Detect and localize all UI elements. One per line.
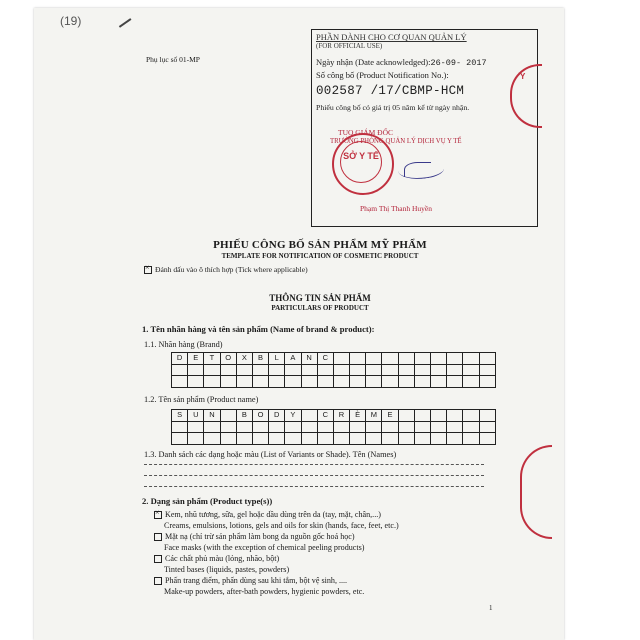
notification-number: 002587 /17/CBMP-HCM bbox=[316, 84, 465, 98]
date-received-label: Ngày nhận (Date acknowledged): bbox=[316, 57, 431, 67]
form-code: Phụ lục số 01-MP bbox=[146, 55, 200, 64]
letter-box bbox=[187, 375, 204, 388]
letter-box: B bbox=[252, 352, 269, 365]
letter-box bbox=[187, 432, 204, 445]
letter-box bbox=[171, 375, 188, 388]
letter-box: O bbox=[220, 352, 237, 365]
letter-box: C bbox=[317, 409, 334, 422]
dotted-line bbox=[144, 475, 484, 476]
letter-box bbox=[462, 432, 479, 445]
letter-box bbox=[284, 432, 301, 445]
signer-name: Phạm Thị Thanh Huyền bbox=[360, 204, 433, 213]
letter-box bbox=[414, 432, 431, 445]
letter-box: D bbox=[171, 352, 188, 365]
product-type-en: Face masks (with the exception of chemical peeling products) bbox=[164, 543, 365, 552]
letter-box: C bbox=[317, 352, 334, 365]
letter-box bbox=[236, 432, 253, 445]
letter-box bbox=[398, 432, 415, 445]
letter-box bbox=[268, 375, 285, 388]
sign-department: TRƯỞNG PHÒNG QUẢN LÝ DỊCH VỤ Y TẾ bbox=[330, 138, 462, 145]
checkbox-icon bbox=[154, 555, 162, 563]
letter-box: T bbox=[203, 352, 220, 365]
letter-box bbox=[317, 432, 334, 445]
sign-title: TUQ.GIÁM ĐỐC bbox=[338, 128, 393, 137]
product-type-vi: Phấn trang điểm, phấn dùng sau khi tắm, bột vệ sinh, .... bbox=[165, 576, 348, 585]
letter-box bbox=[430, 432, 447, 445]
document-title-en: TEMPLATE FOR NOTIFICATION OF COSMETIC PRODUCT bbox=[221, 252, 419, 260]
letter-box: A bbox=[284, 352, 301, 365]
letter-box bbox=[171, 432, 188, 445]
letter-box bbox=[301, 432, 318, 445]
checkbox-icon bbox=[154, 577, 162, 585]
letter-box bbox=[268, 432, 285, 445]
product-name-label: 1.2. Tên sản phẩm (Product name) bbox=[144, 395, 259, 404]
product-type-en: Creams, emulsions, lotions, gels and oils for skin (hands, face, feet, etc.) bbox=[164, 521, 399, 530]
signature-loop bbox=[404, 162, 431, 177]
handwritten-page-mark: (19) bbox=[60, 14, 82, 28]
letter-box bbox=[462, 375, 479, 388]
letter-box: N bbox=[301, 352, 318, 365]
letter-box bbox=[333, 375, 350, 388]
letter-box bbox=[365, 432, 382, 445]
letter-box bbox=[398, 375, 415, 388]
product-type-en: Make-up powders, after-bath powders, hygienic powders, etc. bbox=[164, 587, 365, 596]
letter-box: R bbox=[333, 409, 350, 422]
product-blank-row-2 bbox=[172, 433, 496, 445]
letter-box: D bbox=[268, 409, 285, 422]
notification-no-label: Số công bố (Product Notification No.): bbox=[316, 70, 449, 80]
letter-box: E bbox=[381, 409, 398, 422]
letter-box bbox=[414, 375, 431, 388]
product-type-item bbox=[154, 554, 279, 563]
particulars-title-en: PARTICULARS OF PRODUCT bbox=[271, 304, 369, 312]
date-received-row bbox=[316, 57, 487, 68]
letter-box bbox=[252, 375, 269, 388]
edge-seal-letter: Y bbox=[520, 72, 526, 81]
letter-box: E bbox=[187, 352, 204, 365]
letter-box: M bbox=[365, 409, 382, 422]
checkbox-icon bbox=[154, 533, 162, 541]
product-type-vi: Kem, nhũ tương, sữa, gel hoặc dầu dùng trên da (tay, mặt, chân,...) bbox=[165, 510, 381, 519]
variants-label: 1.3. Danh sách các dạng hoặc màu (List of Variants or Shade). Tên (Names) bbox=[144, 450, 397, 459]
letter-box bbox=[365, 375, 382, 388]
letter-box bbox=[203, 432, 220, 445]
section1-heading: 1. Tên nhãn hàng và tên sản phẩm (Name of brand & product): bbox=[142, 324, 375, 334]
letter-box bbox=[430, 375, 447, 388]
letter-box: X bbox=[236, 352, 253, 365]
dotted-line bbox=[144, 486, 484, 487]
letter-box bbox=[349, 375, 366, 388]
letter-box: B bbox=[236, 409, 253, 422]
letter-box: L bbox=[268, 352, 285, 365]
letter-box: Y bbox=[284, 409, 301, 422]
edge-seal-bottom bbox=[520, 445, 552, 539]
letter-box bbox=[220, 375, 237, 388]
dotted-line bbox=[144, 464, 484, 465]
product-type-vi: Các chất phủ màu (lỏng, nhão, bột) bbox=[165, 554, 280, 563]
letter-box bbox=[479, 375, 496, 388]
product-type-vi: Mặt nạ (chỉ trừ sản phẩm làm bong da nguồn gốc hoá học) bbox=[165, 532, 355, 541]
letter-box bbox=[446, 375, 463, 388]
letter-box bbox=[203, 375, 220, 388]
checked-box-icon bbox=[154, 511, 162, 519]
document-title-vi: PHIẾU CÔNG BỐ SẢN PHẨM MỸ PHẨM bbox=[213, 239, 427, 251]
seal-text: SỞ Y TẾ bbox=[340, 141, 382, 183]
official-box-subtitle: (FOR OFFICIAL USE) bbox=[316, 42, 383, 50]
product-type-item bbox=[154, 510, 381, 519]
letter-box: N bbox=[203, 409, 220, 422]
particulars-title-vi: THÔNG TIN SẢN PHẨM bbox=[269, 293, 371, 303]
letter-box bbox=[381, 375, 398, 388]
tick-note bbox=[144, 265, 308, 274]
section2-heading: 2. Dạng sản phẩm (Product type(s)) bbox=[142, 496, 273, 506]
page-number: 1 bbox=[489, 604, 493, 612]
letter-box bbox=[220, 432, 237, 445]
letter-box bbox=[317, 375, 334, 388]
brand-label: 1.1. Nhãn hàng (Brand) bbox=[144, 340, 223, 349]
product-type-item bbox=[154, 532, 355, 541]
letter-box: U bbox=[187, 409, 204, 422]
letter-box bbox=[284, 375, 301, 388]
letter-box bbox=[446, 432, 463, 445]
letter-box bbox=[301, 375, 318, 388]
date-received-value: 26-09- 2017 bbox=[430, 58, 487, 68]
letter-box: S bbox=[171, 409, 188, 422]
letter-box bbox=[333, 432, 350, 445]
product-type-item bbox=[154, 576, 347, 585]
letter-box bbox=[236, 375, 253, 388]
official-box-title: PHẦN DÀNH CHO CƠ QUAN QUẢN LÝ bbox=[316, 32, 467, 42]
brand-blank-row-2 bbox=[172, 376, 496, 388]
letter-box bbox=[252, 432, 269, 445]
letter-box: È bbox=[349, 409, 366, 422]
tick-note-text: Đánh dấu vào ô thích hợp (Tick where applicable) bbox=[155, 265, 308, 274]
red-seal-stamp bbox=[332, 133, 394, 195]
validity-note: Phiếu công bố có giá trị 05 năm kể từ ngày nhận. bbox=[316, 103, 470, 112]
letter-box bbox=[349, 432, 366, 445]
letter-box bbox=[381, 432, 398, 445]
letter-box bbox=[479, 432, 496, 445]
checkbox-icon bbox=[144, 266, 152, 274]
product-type-en: Tinted bases (liquids, pastes, powders) bbox=[164, 565, 290, 574]
letter-box: O bbox=[252, 409, 269, 422]
